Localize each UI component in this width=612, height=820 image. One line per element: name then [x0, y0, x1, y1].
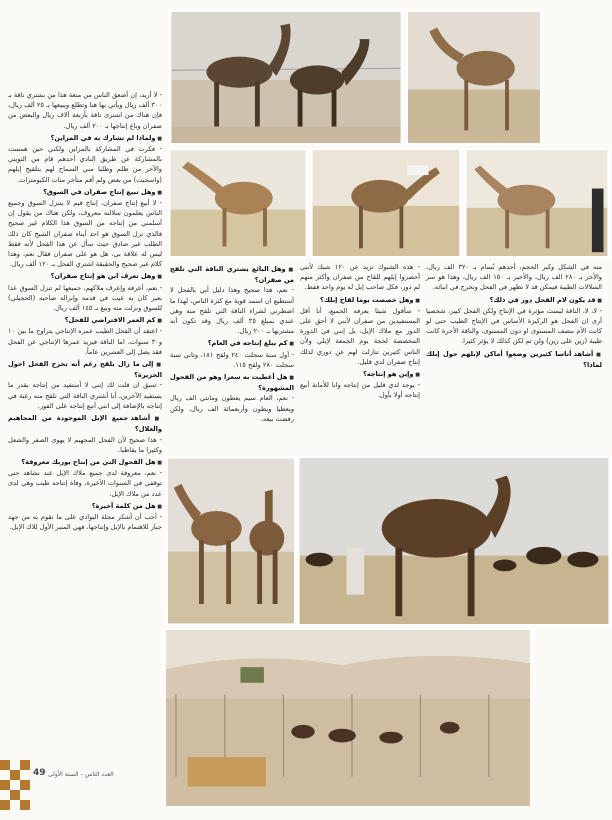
photo-camel-market-panorama — [162, 628, 534, 808]
article-column-center — [300, 262, 420, 452]
photo-camel-sand-1 — [168, 148, 308, 258]
page-footer — [0, 760, 120, 820]
interview-question: ■ أشاهد أناسا كثيرين وضعوا أماكن لإبلهم حول إبلك لماذا؟ — [426, 349, 602, 370]
interview-answer: - سبق ان قلت لك إنني لا أستفيد من إنتاجه بقدر ما يستفيد الآخرين، أنا أشتري الناقة التي تلقح منه رغبة في إنتاجه بالإضافة إلى انني أتبع إنتاجه على الفور. — [8, 381, 162, 410]
interview-answer: - هذه الشبوك تزيد عن ١٢٠ شبك لأنني أحضروا إبلهم للقاح من صفران وأكثر منهم لم دور، فكل صاحب إبل له يوم واحد فقط. — [300, 263, 420, 292]
camel-photo-icon — [168, 458, 294, 624]
interview-answer: - اعتقد أن الفحل الطيب عمره الإنتاجي يتراوح ما بين ١٠ و٣٠ سنوات، اما الناقة فيزيد عمرها الإنتاجي عن الفحل فقد يصل إلى العشرين عاماً. — [8, 327, 162, 356]
decor-square — [0, 800, 10, 810]
camel-photo-icon — [466, 150, 608, 256]
decor-square — [10, 790, 20, 800]
camel-photo-icon — [164, 630, 532, 806]
photo-two-camels-standing — [166, 456, 296, 626]
article-column-middle — [170, 262, 294, 452]
issue-label: العدد الثامن - السنة الأولى — [48, 771, 114, 778]
interview-answer: - نعم، معروفة لدى جميع ملاك الإبل عند نشاهد حتى توقفي في السنوات الأخيرة، وفاة إنتاجه طيب وهي لدى عدد من ملاك الإبل. — [8, 469, 162, 498]
decor-square — [10, 770, 20, 780]
interview-answer: - لا أبيع إنتاج صفران، إنتاج قيم لا يتنزل السوق وجميع الناس يعلمون سلالته معروف، ولكن هناك من يقول إن أسلمني من إنتاجه من السوق هذا الكلام غير صحيح فالذي نزل السوق هو احد أبناء صفران الشيخ كان ذلك الطلب غير صادق حيث سأل عن هذا الفحل لأنه فقط ليس له علاقة بي، هل هو على صفران فقال نعم، وهذا كلام غير صحيح والحقيقة اشتري الفحل بـ ١٢٠ ألف ريال. — [8, 199, 162, 269]
decor-square — [20, 780, 30, 790]
article-column-right — [426, 262, 602, 452]
photo-camel-herd — [296, 456, 612, 626]
decor-square — [20, 800, 30, 810]
camel-photo-icon — [298, 458, 610, 624]
interview-answer: - يوجد لدي قليل من إنتاجه وانا للأمانة أبيع إنتاجه أولا بأول. — [300, 381, 420, 400]
interview-question: ■ وهل البائع يشتري الناقة التي تلقح من صفران؟ — [170, 264, 294, 285]
interview-answer: منه في الشكل وكبر الحجم، أحدهم بُسام بـ ٣٢٠ الف ريال، والأخر بـ ٢٨٠ الف ريال، والأخير بـ ١٥٠ الف ريال، وهذا هو سر السلالات الطيبة فيمكن قد لا تظهر في الفحل ونخرج في ابنائه. — [426, 263, 602, 292]
interview-question: ■ كم يبلغ إنتاجه في العام؟ — [170, 338, 294, 349]
interview-answer: - أحب أن أشكر مجلة البوادي على ما تقوم به من جهد جبار للاهتمام بالإبل وإنتاجها، فهي المنبر الأول للاك الإبل. — [8, 512, 162, 532]
interview-question: ■ وهل خصصت يوما لقاح إبلك؟ — [300, 295, 420, 306]
interview-question: ■ وإين هو إنتاجه؟ — [300, 369, 420, 380]
interview-answer: - لا أريد، إن أصعق الناس من متعة هذا من بشتري ناقة بـ ٣٠٠ ألف ريال ويأتي بها هنا وتطلع ويبيعها بـ ٢٥ ألف ريال، فإن هناك من اشترى ناقة بأربعة آلاف ريال والبعض من صفران وباع إنتاجها بـ ٢٠٠ ألف ريال. — [8, 91, 162, 130]
camel-photo-icon — [312, 150, 460, 256]
interview-question: ■ هل أعطيت به سعرا وهو من الفحول المشهورة؟ — [170, 372, 294, 393]
interview-question: ■ كم العمر الافتراضي للفحل؟ — [8, 315, 162, 326]
page-number: 49 — [33, 768, 46, 778]
interview-answer: - هذا صحيح لأن الفحل المجهيم لا يهوى الصفر والشعل وكثيرا ما يقاطبا. — [8, 435, 162, 454]
interview-answer: - أول سنة سجلت ٢٤٠ ولقح ١٨١، وثاني سنة سجلت ٢٨٠ ولقح ١١٥. — [170, 350, 295, 369]
photo-camel-sand-2 — [310, 148, 462, 258]
decor-square — [20, 760, 30, 770]
interview-question: ■ هل الفحول التي من إنتاج يوربك معروفة؟ — [8, 457, 162, 468]
interview-answer: - نعم، هذا صحيح وهذا دليل أبي بالفحل لا أستطيع ان اسمد قوية مع كثرة الناس، لهذا ما اضطرني لشراء الناقة التي تلقح منه وهي عندي بمبلغ ٣٥ ألف ريال وقد تكون أنه مشتريها بـ ٢٠٠ ريال. — [170, 286, 294, 336]
interview-question: ■ إلى ما زال يلقح رغم أنه تخرج الفحل اخول الخزيرة؟ — [8, 359, 162, 380]
interview-question: ■ هل من كلمة أخيرة؟ — [8, 501, 162, 512]
interview-answer: - نعم، العام سيم يعطون وماتتي الف ريال ويعطيا ويطون وأربعمائة الف ريال، ولكن رفضت بيعه. — [170, 394, 294, 423]
camel-photo-icon — [170, 150, 306, 256]
article-column-left — [8, 90, 162, 752]
camel-photo-icon — [408, 12, 540, 143]
photo-camels-pair-fighting — [168, 10, 404, 145]
interview-answer: - سأقول شيئا يعرفه الجميع، أنا أقل المستفيدين من صفران لأنني لا أحق على الدور مع ملاك الإبل، بل إنني في الدورة المخصصة لحجة يوم الجمعة لإبلي ولأن الناس كثيرين تنازلت لهم عن دوري لذلك إنتاج صفران لدي قليل. — [300, 306, 420, 366]
decor-square — [0, 780, 10, 790]
interview-question: ■ وهل تعرف ابن هو إنتاج صفران؟ — [8, 271, 162, 282]
interview-answer: - نعم، أعرفه وإعرف ملاكهم، جميعها لم تنزل السوق عدا بعير كان به عيب في قدمه وإنزاله صاحبه (الحجيلي) للسوق ونزلت منه وبيع بـ ١٤٥ ألف ريال. — [8, 283, 162, 313]
photo-camel-walking-right — [406, 10, 542, 145]
camel-photo-icon — [170, 12, 402, 143]
interview-answer: - فكرت في المشاركة بالمزاين ولكني حين همست بالمشاركة عن طريق النادي أحدهم قام من التويتي والآخر من ظلم وطلبا مني السماح لهم بتلقيح إبلهم (واسحبت) من بعض ولم أقم متأخر منات الكيومترات. — [8, 145, 162, 184]
interview-question: ■ ولماذا لم تشارك به في المزاين؟ — [8, 133, 162, 144]
interview-question: ■ وهل تبيع إنتاج صفران في السوق؟ — [8, 187, 162, 198]
interview-answer: - لا، لا، الناقة ليست مؤثرة في الإنتاج ولكن الفحل كبير، شخصيا أرى ان الفحل هو الركيزة الأساس في الإنتاج الطيب حتى لو كانت الأم بنصف المستوى او دون المستوى، والناقة الأجرة كانت طيبة (زين على زين) ولن تم لكن كذلك لا يؤثر كثيرا. — [426, 306, 602, 346]
interview-question: ■ قد يكون لام الفحل دور في ذلك؟ — [426, 295, 602, 306]
decor-square — [0, 760, 10, 770]
interview-question: ■ أشاهد جميع الإبل الموجودة من المجاهيم والغلال؟ — [8, 413, 162, 434]
photo-camel-with-handler — [464, 148, 610, 258]
